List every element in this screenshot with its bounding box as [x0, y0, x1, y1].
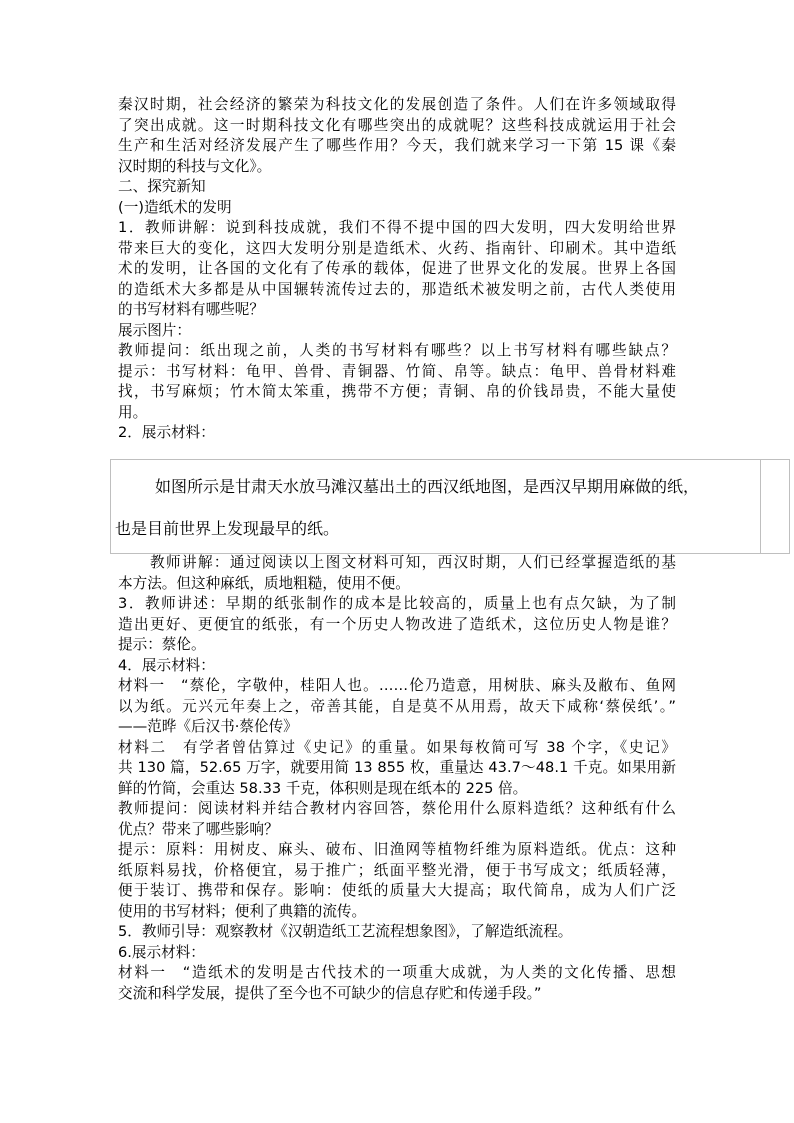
text-line: 生产和生活对经济发展产生了哪些作用？今天，我们就来学习一下第 15 课《秦 — [118, 137, 676, 154]
text-line: 秦汉时期，社会经济的繁荣为科技文化的发展创造了条件。人们在许多领域取得 — [118, 96, 676, 113]
text-line: 二、探究新知 — [118, 178, 206, 195]
material-box-line-2: 也是目前世界上发现最早的纸。 — [115, 519, 340, 538]
text-line: ——范晔《后汉书·蔡伦传》 — [118, 718, 298, 735]
text-line: 带来巨大的变化，这四大发明分别是造纸术、火药、指南针、印刷术。其中造纸 — [118, 239, 676, 257]
text-line: 材料一 “造纸术的发明是古代技术的一项重大成就，为人类的文化传播、思想 — [118, 964, 676, 981]
text-line: 以为纸。元兴元年奏上之，帝善其能，自是莫不从用焉，故天下咸称‘蔡侯纸’。” — [118, 697, 676, 715]
text-line: 展示图片： — [118, 321, 191, 339]
text-line: 教师提问：阅读材料并结合教材内容回答，蔡伦用什么原料造纸？这种纸有什么 — [118, 800, 676, 817]
text-line: 造出更好、更便宜的纸张，有一个历史人物改进了造纸术，这位历史人物是谁？ — [118, 615, 676, 633]
text-line: 3．教师讲述：早期的纸张制作的成本是比较高的，质量上也有点欠缺，为了制 — [118, 595, 676, 612]
text-line: 6.展示材料： — [118, 943, 205, 961]
text-line: 使用的书写材料；便利了典籍的流传。 — [118, 902, 367, 920]
text-line: 材料一 “蔡伦，字敬仲，桂阳人也。……伦乃造意，用树肤、麻头及敝布、鱼网 — [118, 677, 676, 694]
text-line: 共 130 篇，52.65 万字，就要用简 13 855 枚，重量达 43.7～48.1 千克。如果用新 — [118, 759, 676, 776]
text-line: 纸原料易找，价格便宜，易于推广；纸面平整光滑，便于书写成文；纸质轻薄， — [118, 861, 676, 879]
material-box-side-cell — [760, 459, 790, 554]
text-line: 教师提问：纸出现之前，人类的书写材料有哪些？以上书写材料有哪些缺点？ — [118, 342, 676, 359]
text-line: 1．教师讲解：说到科技成就，我们不得不提中国的四大发明，四大发明给世界 — [118, 219, 676, 236]
text-line: 材料二 有学者曾估算过《史记》的重量。如果每枚简可写 38 个字，《史记》 — [118, 738, 676, 756]
text-line: 4．展示材料： — [118, 656, 215, 674]
text-line: 交流和科学发展，提供了至今也不可缺少的信息存贮和传递手段。” — [118, 984, 542, 1002]
text-line: 提示：蔡伦。 — [118, 636, 206, 653]
text-line: 优点？带来了哪些影响？ — [118, 820, 279, 838]
text-line: 教师讲解：通过阅读以上图文材料可知，西汉时期，人们已经掌握造纸的基 — [150, 554, 676, 571]
text-line: 的造纸术大多都是从中国辗转流传过去的，那造纸术被发明之前，古代人类使用 — [118, 280, 676, 298]
text-line: 的书写材料有哪些呢？ — [118, 301, 264, 318]
text-line: 提示：原料：用树皮、麻头、破布、旧渔网等植物纤维为原料造纸。优点：这种 — [118, 841, 676, 858]
material-box — [110, 459, 761, 554]
text-line: 鲜的竹简，会重达 58.33 千克，体积则是现在纸本的 225 倍。 — [118, 779, 528, 797]
text-line: 提示：书写材料：龟甲、兽骨、青铜器、竹简、帛等。缺点：龟甲、兽骨材料难 — [118, 362, 676, 380]
text-line: 2．展示材料： — [118, 424, 215, 441]
material-box-line-1: 如图所示是甘肃天水放马滩汉墓出土的西汉纸地图，是西汉早期用麻做的纸， — [155, 477, 700, 496]
text-line: 用。 — [118, 403, 148, 421]
text-line: (一)造纸术的发明 — [118, 198, 232, 216]
text-line: 5．教师引导：观察教材《汉朝造纸工艺流程想象图》，了解造纸流程。 — [118, 923, 573, 940]
text-line: 找，书写麻烦；竹木简太笨重，携带不方便；青铜、帛的价钱昂贵，不能大量使 — [118, 383, 676, 400]
text-line: 便于装订、携带和保存。影响：使纸的质量大大提高；取代简帛，成为人们广泛 — [118, 882, 676, 899]
text-line: 汉时期的科技与文化》。 — [118, 157, 272, 175]
text-line: 术的发明，让各国的文化有了传承的载体，促进了世界文化的发展。世界上各国 — [118, 260, 676, 277]
text-line: 本方法。但这种麻纸，质地粗糙，使用不便。 — [118, 574, 410, 592]
text-line: 了突出成就。这一时期科技文化有哪些突出的成就呢？这些科技成就运用于社会 — [118, 116, 676, 134]
